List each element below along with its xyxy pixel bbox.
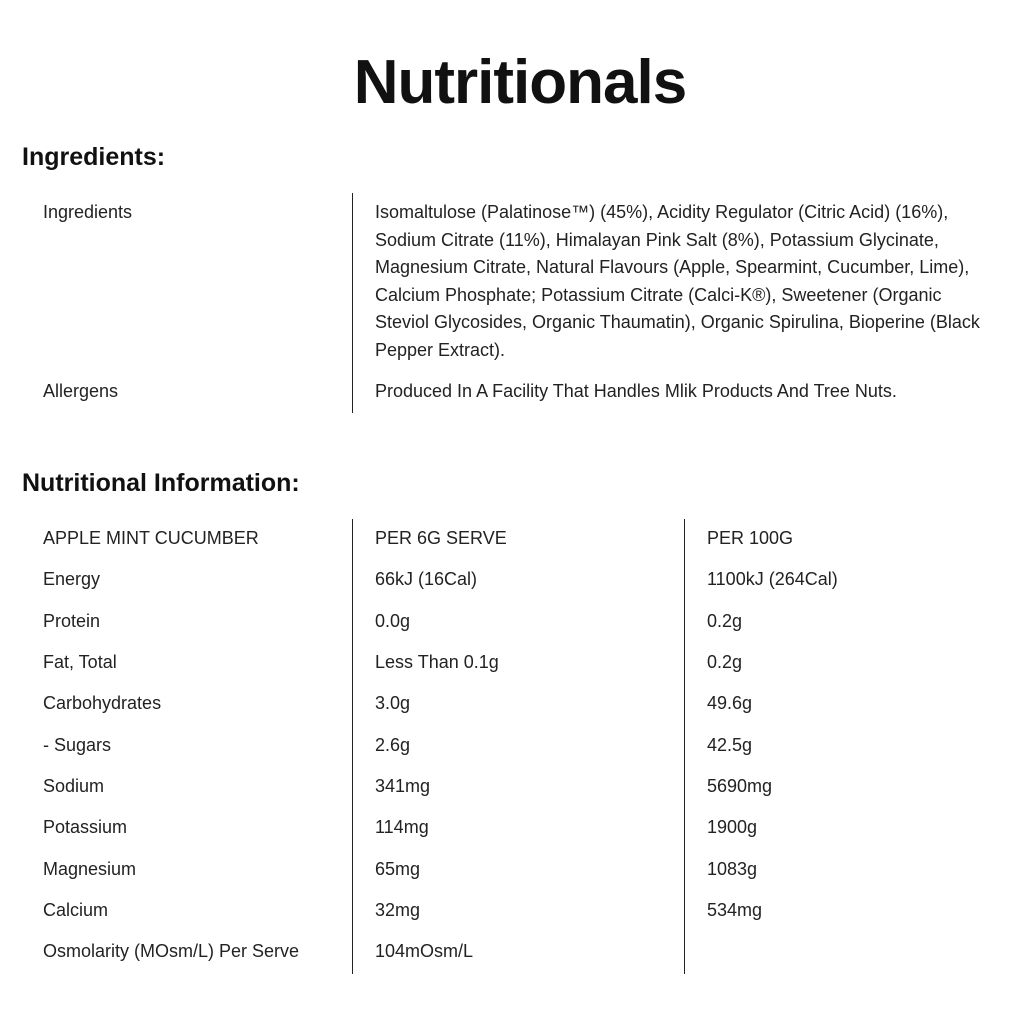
per-serve-value: 65mg [375, 859, 421, 879]
header-cell-serve: PER 6G SERVE [375, 528, 507, 548]
nutrient-name: Magnesium [43, 859, 137, 879]
table-row [0, 938, 1024, 965]
per-100g-value: 49.6g [707, 693, 753, 713]
allergens-text: Produced In A Facility That Handles Mlik Products And Tree Nuts. [375, 381, 897, 401]
per-100g-value: 1900g [707, 817, 758, 837]
allergens-label: Allergens [43, 381, 119, 401]
table-row [0, 649, 1024, 676]
table-row [0, 814, 1024, 841]
per-100g-value: 0.2g [707, 652, 743, 672]
per-100g-value: 1083g [707, 859, 758, 879]
ingredients-divider [352, 193, 353, 413]
table-row [0, 773, 1024, 800]
ingredients-text: Isomaltulose (Palatinose™) (45%), Acidity Regulator (Citric Acid) (16%), Sodium Citrate (11%), Himalayan Pink Salt (8%), Potassium Glycinate, Magnesium Citrate, Natural Flavours (Apple, Spearmint, Cucumber, Lime), Calcium Phosphate; Potassium Citrate (Calci-K®), Sweetener (Organic Steviol Glycosides, Organic Thaumatin), Organic Spirulina, Bioperine (Black Pepper Extract). [375, 202, 980, 360]
nutrient-name: Protein [43, 611, 101, 631]
table-row [0, 732, 1024, 759]
table-row [0, 690, 1024, 717]
nutrient-name: Osmolarity (MOsm/L) Per Serve [43, 941, 300, 961]
per-serve-value: 104mOsm/L [375, 941, 474, 961]
per-serve-value: 66kJ (16Cal) [375, 569, 478, 589]
table-row [0, 897, 1024, 924]
nutrient-name: Energy [43, 569, 101, 589]
header-cell-name: APPLE MINT CUCUMBER [43, 528, 259, 548]
header-cell-100g: PER 100G [707, 528, 794, 548]
ingredients-label: Ingredients [43, 202, 133, 222]
nutrition-header-row [0, 525, 1024, 552]
per-100g-value: 42.5g [707, 735, 753, 755]
per-100g-value: 1100kJ (264Cal) [707, 569, 838, 589]
per-serve-value: Less Than 0.1g [375, 652, 499, 672]
nutrient-name: Potassium [43, 817, 128, 837]
per-100g-value: 5690mg [707, 776, 773, 796]
nutrient-name: Carbohydrates [43, 693, 162, 713]
ingredients-heading: Ingredients: [22, 143, 166, 171]
nutrient-name: - Sugars [43, 735, 112, 755]
per-serve-value: 3.0g [375, 693, 411, 713]
table-row [0, 566, 1024, 593]
page-title: Nutritionals [353, 48, 687, 117]
per-serve-value: 0.0g [375, 611, 411, 631]
per-serve-value: 114mg [375, 817, 429, 837]
per-100g-value: 0.2g [707, 611, 743, 631]
per-serve-value: 341mg [375, 776, 431, 796]
per-serve-value: 32mg [375, 900, 421, 920]
nutrient-name: Sodium [43, 776, 105, 796]
table-row [0, 608, 1024, 635]
nutrition-heading: Nutritional Information: [22, 469, 300, 497]
per-100g-value: 534mg [707, 900, 763, 920]
nutrient-name: Fat, Total [43, 652, 117, 672]
table-row [0, 856, 1024, 883]
nutrient-name: Calcium [43, 900, 109, 920]
per-serve-value: 2.6g [375, 735, 411, 755]
